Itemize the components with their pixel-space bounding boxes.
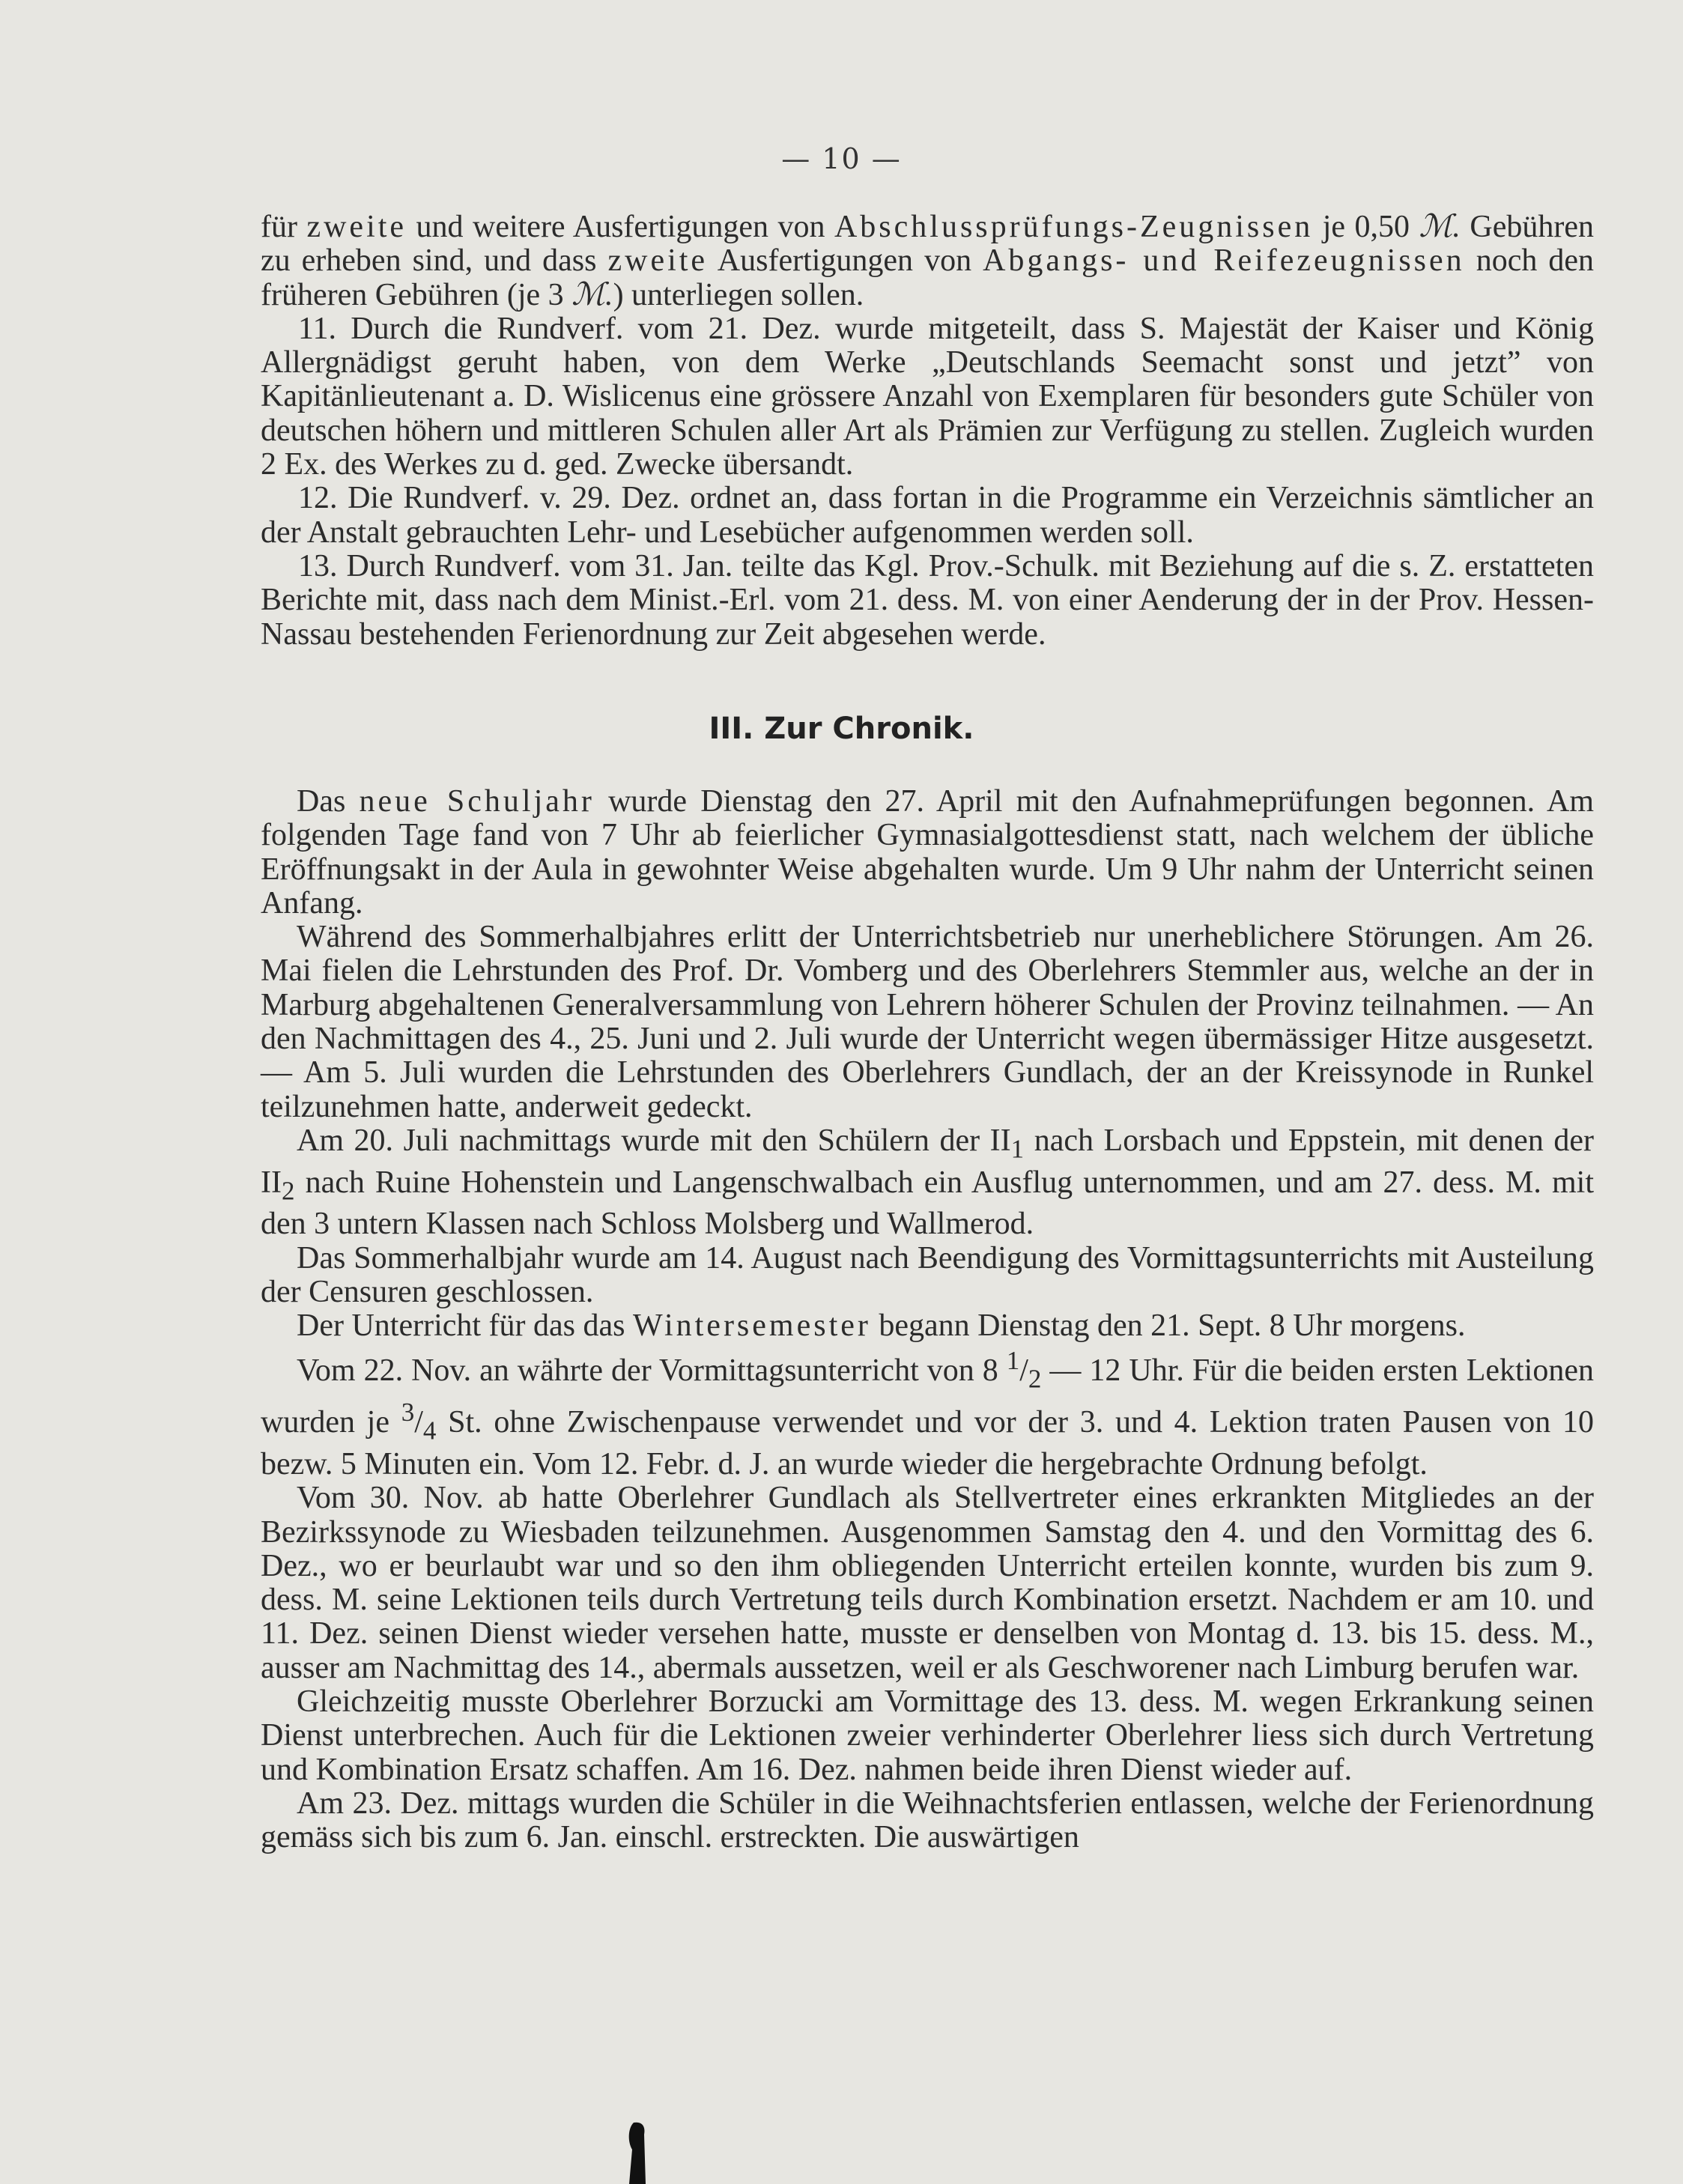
chronik-section: [261, 785, 1594, 1854]
paragraph-summer-term: Während des Sommerhalbjahres erlitt der Unterrichtsbetrieb nur unerheblichere Störungen. Am 26. Mai fielen die Lehrstunden des Prof. Dr. Vomberg und des Oberlehrers Stemmler aus, welche an der in Marburg abgehaltenen Generalversammlung von Lehrern höherer Schulen der Provinz teilnahmen. — An den Nachmittagen des 4., 25. Juni und 2. Juli wurde der Unterricht wegen übermässiger Hitze ausgesetzt. — Am 5. Juli wurden die Lehrstunden des Oberlehrers Gundlach, der an der Kreissynode in Runkel teilzunehmen hatte, anderweit gedeckt.: [261, 920, 1594, 1124]
paragraph-school-year: Das neue Schuljahr wurde Dienstag den 27. April mit den Aufnahmeprüfungen begonnen. Am folgenden Tage fand von 7 Uhr ab feierlicher Gymnasialgottesdienst statt, nach welchem der übliche Eröffnungsakt in der Aula in gewohnter Weise abgehalten wurde. Um 9 Uhr nahm der Unterricht seinen Anfang.: [261, 784, 1594, 920]
mark-currency-symbol: ℳ.: [571, 277, 613, 312]
paragraph-gundlach: Vom 30. Nov. ab hatte Oberlehrer Gundlach als Stellvertreter eines erkrankten Mitgliedes an der Bezirkssynode zu Wiesbaden teilzunehmen. Ausgenommen Samstag den 4. und den Vormittag des 6. Dez., wo er beurlaubt war und so den ihm obliegenden Unterricht erteilen konnte, wurden bis zum 9. dess. M. seine Lektionen teils durch Vertretung teils durch Kombination ersetzt. Nachdem er am 10. und 11. Dez. seinen Dienst wieder versehen hatte, musste er denselben von Montag d. 13. bis 15. dess. M., ausser am Nachmittag des 14., abermals aussetzen, weil er als Geschworener nach Limburg berufen war.: [261, 1481, 1594, 1685]
paragraph-christmas: Am 23. Dez. mittags wurden die Schüler in die Weihnachtsferien entlassen, welche der Ferienordnung gemäss sich bis zum 6. Jan. einschl. erstreckten. Die auswärtigen: [261, 1786, 1594, 1855]
ink-mark-icon: [626, 2120, 649, 2184]
page-number: — 10 —: [781, 142, 902, 175]
mark-currency-symbol: ℳ.: [1419, 210, 1461, 244]
circulars-section: [261, 210, 1594, 652]
paragraph-excursions: Am 20. Juli nachmittags wurde mit den Schülern der $II_1$ nach Lorsbach und Eppstein, mit denen der $II_2$ nach Ruine Hohenstein und Langenschwalbach ein Ausflug unternommen, und am 27. dess. M. mit den 3 untern Klassen nach Schloss Molsberg und Wallmerod.: [261, 1123, 1595, 1242]
paragraph-12: 12. Die Rundverf. v. 29. Dez. ordnet an, dass fortan in die Programme ein Verzeichnis sämtlicher an der Anstalt gebrauchten Lehr- und Lesebücher aufgenommen werden soll.: [261, 481, 1594, 550]
paragraph-winter-term: Der Unterricht für das das Wintersemester begann Dienstag den 21. Sept. 8 Uhr morgens.: [297, 1308, 1466, 1344]
paragraph-borzucki: Gleichzeitig musste Oberlehrer Borzucki am Vormittage des 13. dess. M. wegen Erkrankung seinen Dienst unterbrechen. Auch für die Lektionen zweier verhinderter Oberlehrer liess sich durch Vertretung und Kombination Ersatz schaffen. Am 16. Dez. nahmen beide ihren Dienst wieder auf.: [261, 1684, 1594, 1787]
paragraph-morning-schedule: Vom 22. Nov. an währte der Vormittagsunterricht von 8 $^1/_2$ — 12 Uhr. Für die beiden ersten Lektionen wurden je $^3/_4$ St. ohne Zwischenpause verwendet und vor der 3. und 4. Lektion traten Pausen von 10 bezw. 5 Minuten ein. Vom 12. Febr. d. J. an wurde wieder die hergebrachte Ordnung befolgt.: [261, 1345, 1594, 1481]
paragraph-11: 11. Durch die Rundverf. vom 21. Dez. wurde mitgeteilt, dass S. Majestät der Kaiser und König Allergnädigst geruht haben, von dem Werke „Deutschlands Seemacht sonst und jetzt” von Kapitänlieutenant a. D. Wislicenus eine grössere Anzahl von Exemplaren für besonders gute Schüler von deutschen höhern und mittleren Schulen aller Art als Prämien zur Verfügung zu stellen. Zugleich wurden 2 Ex. des Werkes zu d. ged. Zwecke übersandt.: [261, 311, 1594, 482]
section-heading-chronik: III. Zur Chronik.: [709, 712, 974, 746]
paragraph-13: 13. Durch Rundverf. vom 31. Jan. teilte das Kgl. Prov.-Schulk. mit Beziehung auf die s. Z. erstatteten Berichte mit, dass nach dem Minist.-Erl. vom 21. dess. M. von einer Aenderung der in der Prov. Hessen-Nassau bestehenden Ferienordnung zur Zeit abgesehen werde.: [261, 548, 1594, 652]
paragraph-summer-end: Das Sommerhalbjahr wurde am 14. August nach Beendigung des Vormittagsunterrichts mit Austeilung der Censuren geschlossen.: [261, 1240, 1594, 1309]
paragraph-fees: für zweite und weitere Ausfertigungen von Abschlussprüfungs-Zeugnissen je 0,50 ℳ. Gebühren zu erheben sind, und dass zweite Ausfertigungen von Abgangs- und Reifezeugnissen noch den früheren Gebühren (je 3 ℳ.) unterliegen sollen.: [261, 210, 1594, 312]
